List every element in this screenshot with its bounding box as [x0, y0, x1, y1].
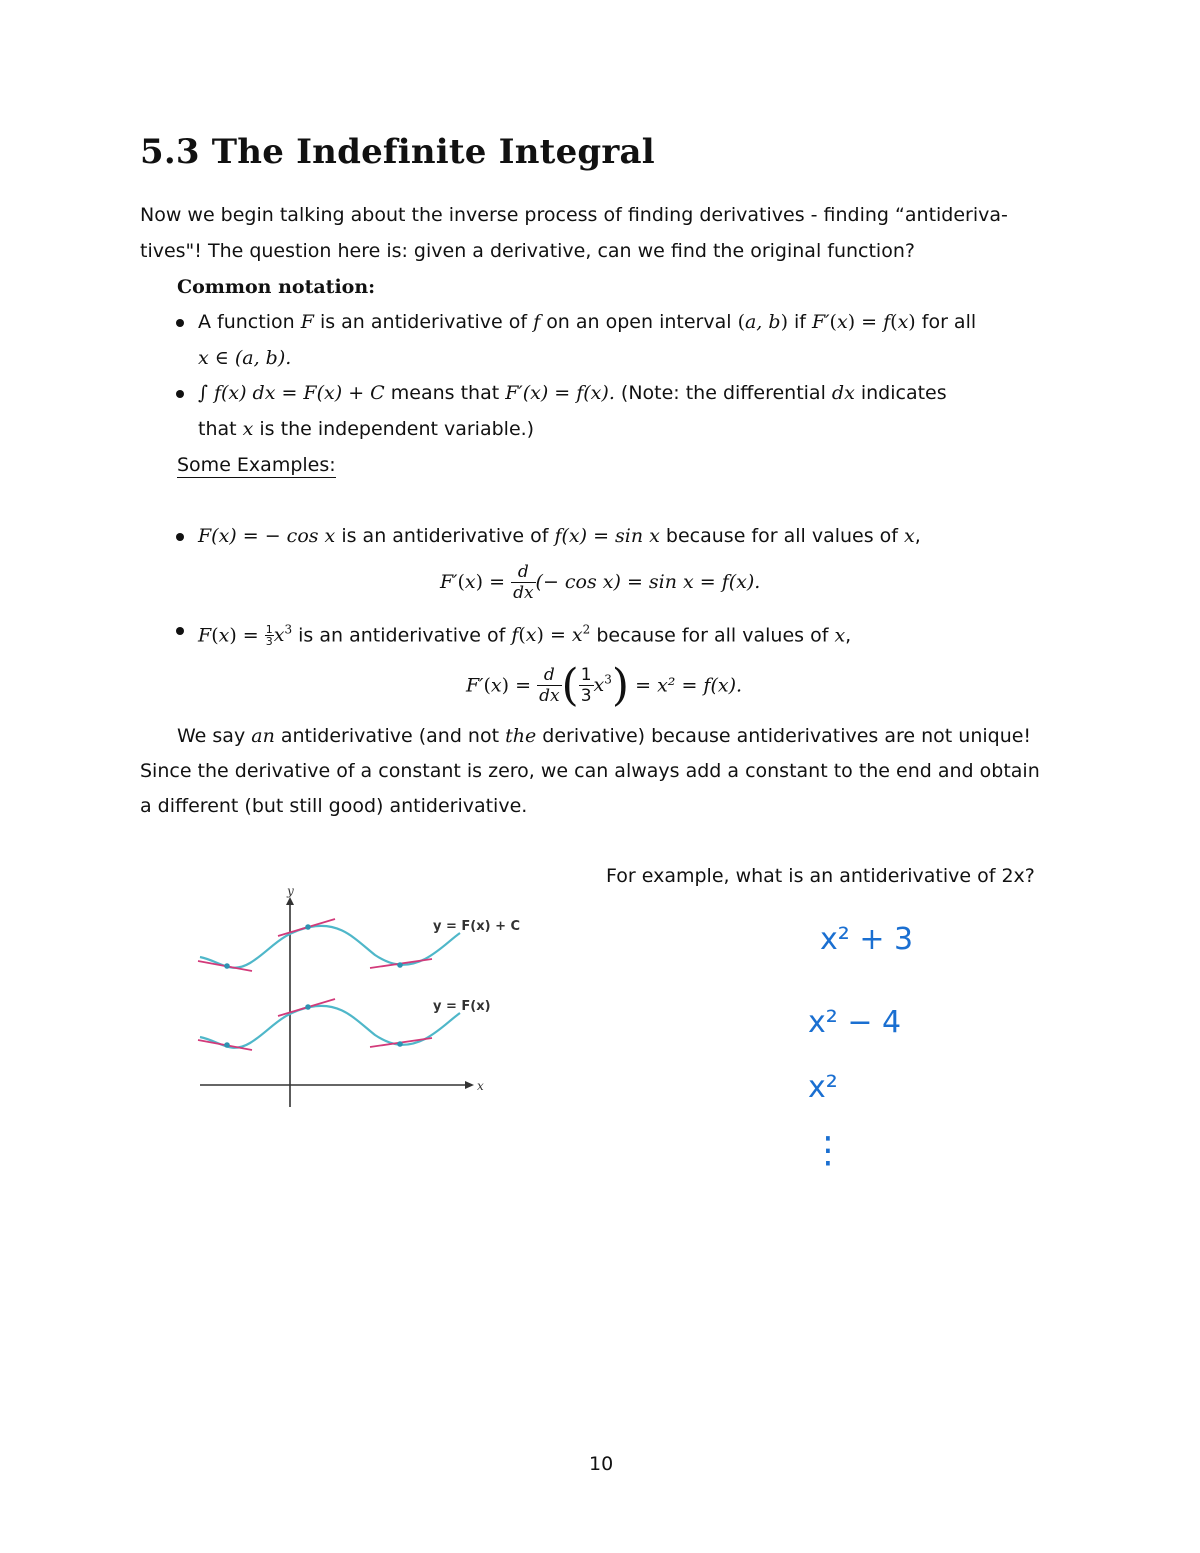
page-number: 10 — [589, 1453, 614, 1475]
integral-notation: ∫ f(x) dx = F(x) + C — [198, 382, 385, 404]
upper-curve-label: y = F(x) + C — [433, 919, 521, 934]
bullet — [176, 390, 184, 398]
notation-text: is the independent variable.) — [259, 418, 535, 440]
closing-line-1 — [177, 718, 1031, 754]
x-axis-label: x — [477, 1079, 484, 1093]
handwritten-answer-3: x² — [808, 1070, 838, 1105]
notation-text: for all — [921, 311, 977, 333]
antiderivative-figure — [190, 885, 550, 1115]
example-text: because for all values of — [665, 525, 898, 547]
example-text: because for all values of — [596, 624, 829, 647]
intro-line-1: Now we begin talking about the inverse process of finding derivatives - finding “antideriva- — [140, 204, 1008, 226]
notation-text: on an open interval — [546, 311, 732, 333]
notation-text: (Note: the differential — [620, 382, 826, 404]
example-1-equation: F′(x) = $\frac{d}{dx}$ (− cos x) = sin x = f(x). — [440, 562, 761, 603]
lower-curve — [200, 1006, 460, 1048]
closing-text: antiderivative (and not — [280, 725, 500, 747]
bullet — [176, 319, 184, 327]
notation-heading: Common notation: — [177, 276, 376, 298]
critical-point — [224, 1042, 230, 1048]
derivative-notation: F′(x) = f(x). — [505, 382, 615, 404]
critical-point — [305, 1004, 311, 1010]
critical-point — [397, 962, 403, 968]
example-2-equation: F′(x) = $\frac{d}{dx}$ ( $\frac{1}{3}$ $x^3) = x^2 = f(x)$. — [466, 659, 743, 711]
notation-text: that — [198, 418, 237, 440]
notation-item-1-cont: x ∈ (a, b). — [198, 347, 292, 369]
notation-text: if — [794, 311, 806, 333]
critical-point — [224, 963, 230, 969]
bullet — [176, 627, 184, 635]
x-axis-arrow — [465, 1081, 474, 1089]
y-axis-arrow — [286, 897, 294, 905]
question-text: For example, what is an antiderivative of 2x? — [606, 865, 1035, 887]
bullet — [176, 533, 184, 541]
handwritten-answer-2: x² − 4 — [808, 1005, 902, 1040]
example-text: is an antiderivative of — [298, 624, 506, 647]
example-1-f: f(x) = sin x — [554, 525, 660, 547]
examples-heading — [177, 447, 336, 483]
closing-emphasis: the — [505, 725, 537, 747]
handwritten-answer-1: x² + 3 — [820, 922, 914, 957]
notation-text: indicates — [860, 382, 947, 404]
notation-text: A function — [198, 311, 295, 333]
closing-text: derivative) because antiderivatives are not unique! — [542, 725, 1032, 747]
notation-text: is an antiderivative of — [319, 311, 528, 333]
example-text: is an antiderivative of — [341, 525, 549, 547]
critical-point — [397, 1041, 403, 1047]
closing-emphasis: an — [251, 725, 275, 747]
critical-point — [305, 924, 311, 930]
notation-item-2: ∫ f(x) dx = F(x) + C means that F′(x) = f(x). (Note: the differential dx indicates — [198, 382, 947, 404]
handwritten-ellipsis: ⋮ — [810, 1130, 846, 1171]
closing-text: We say — [177, 725, 246, 747]
notation-item-2-cont: that x is the independent variable.) — [198, 418, 535, 440]
notation-text: means that — [390, 382, 500, 404]
example-1-lhs: F(x) = − cos x — [198, 525, 336, 547]
example-2: F(x) = $\frac{1}{3}$ $x^3$ is an antiderivative of $f(x) = x^2$ because for all values of x, — [198, 623, 852, 649]
y-axis-label: y — [287, 885, 294, 898]
intro-line-2: tives"! The question here is: given a derivative, can we find the original function? — [140, 240, 915, 262]
example-1: F(x) = − cos x is an antiderivative of f(x) = sin x because for all values of x, — [198, 525, 921, 547]
notation-item-1: A function F is an antiderivative of f on an open interval (a, b) if F′(x) = f(x) for all — [198, 311, 977, 333]
closing-line-3: a different (but still good) antiderivative. — [140, 795, 528, 817]
examples-heading-text: Some Examples: — [177, 454, 336, 476]
lower-curve-label: y = F(x) — [433, 999, 491, 1014]
closing-line-2: Since the derivative of a constant is zero, we can always add a constant to the end and obtain — [140, 760, 1040, 782]
example-2-rhs: = x² = f(x). — [635, 674, 743, 697]
example-1-rhs: (− cos x) = sin x = f(x). — [535, 571, 761, 593]
section-title: 5.3 The Indefinite Integral — [140, 132, 655, 172]
